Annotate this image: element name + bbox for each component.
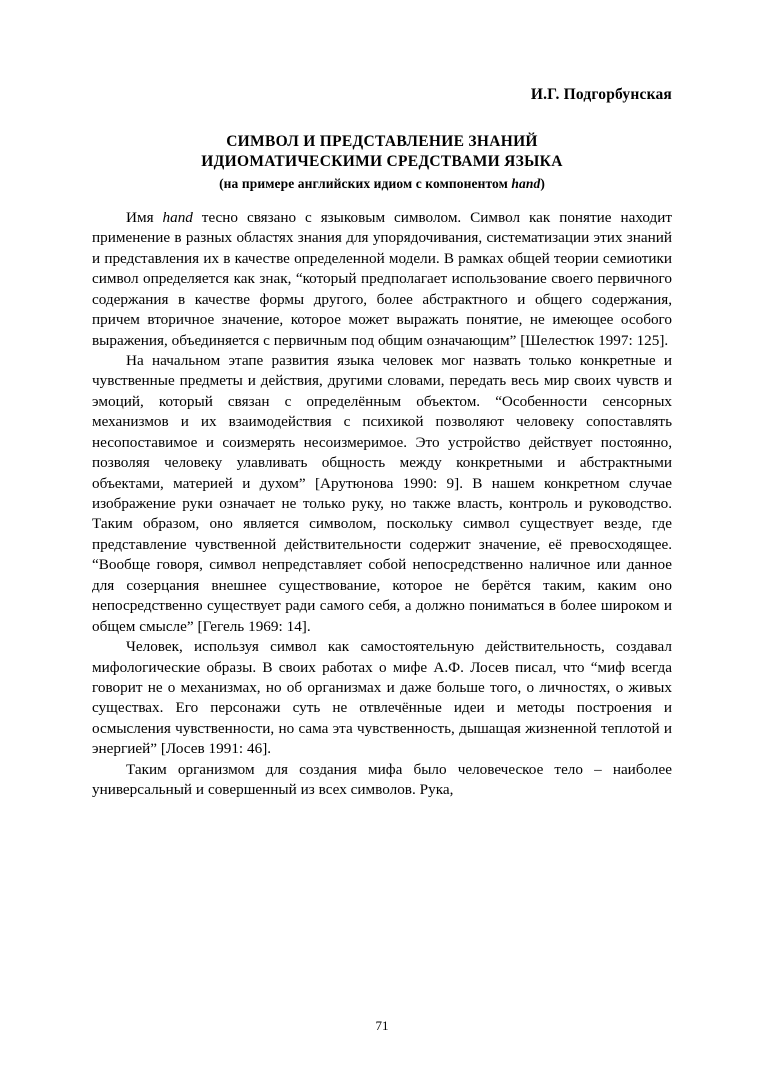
paragraph-1: Имя hand тесно связано с языковым символом. Символ как понятие находит применение в разных областях знания для упорядочивания, систематизации этих знаний и представления их в качестве определенной модели. В рамках общей теории семиотики символ определяется как знак, “который предполагает использование своего первичного содержания в качестве формы другого, более абстрактного и общего содержания, причем вторичное значение, которое может выражать понятие, не имеющее особого выражения, объединяется с первичным под общим означающим” [Шелестюк 1997: 125]. — [92, 208, 672, 349]
paragraph-3: Человек, используя символ как самостоятельную действительность, создавал мифологические образы. В своих работах о мифе А.Ф. Лосев писал, что “миф всегда говорит не о механизмах, но об организмах и даже больше того, о личностях, о живых существах. Его персонажи суть не отвлечённые идеи и методы построения и осмысления чувственности, но сама эта чувственность, дышащая жизненной теплотой и энергией” [Лосев 1991: 46]. — [92, 638, 672, 758]
article-author: И.Г. Подгорбунская — [530, 86, 672, 103]
subtitle-italic-term: hand — [511, 175, 541, 191]
article-title-line-1: СИМВОЛ И ПРЕДСТАВЛЕНИЕ ЗНАНИЙ — [226, 133, 538, 150]
paragraph-2: На начальном этапе развития языка человек мог назвать только конкретные и чувственные предметы и действия, другими словами, передать весь мир своих чувств и эмоций, который связан с определённым объектом. “Особенности сенсорных механизмов и их взаимодействия с психикой позволяют человеку сопоставлять несопоставимое и соизмерять несоизмеримое. Это устройство действует постоянно, позволяя человеку улавливать общность между конкретными и абстрактными объектами, материей и духом” [Арутюнова 1990: 9]. В нашем конкретном случае изображение руки означает не только руку, но также власть, контроль и руководство. Таким образом, оно является символом, поскольку символ существует везде, где представление чувственной действительности содержит значение, её превосходящее. “Вообще говоря, символ непредставляет собой непосредственно наличное или данное для созерцания внешнее существование, которое не берётся таким, каким оно непосредственно существует ради самого себя, а должно пониматься в более широком и общем смысле” [Гегель 1969: 14]. — [92, 351, 672, 635]
paragraph-4: Таким организмом для создания мифа было человеческое тело – наиболее универсальный и совершенный из всех символов. Рука, — [92, 760, 672, 799]
article-title-block — [92, 132, 672, 192]
subtitle-suffix: ) — [540, 175, 545, 191]
subtitle-prefix: (на примере английских идиом с компонентом — [219, 175, 512, 191]
article-subtitle — [92, 176, 672, 192]
article-body — [92, 208, 672, 801]
page-number: 71 — [375, 1018, 389, 1033]
article-title-line-2: ИДИОМАТИЧЕСКИМИ СРЕДСТВАМИ ЯЗЫКА — [201, 153, 563, 171]
